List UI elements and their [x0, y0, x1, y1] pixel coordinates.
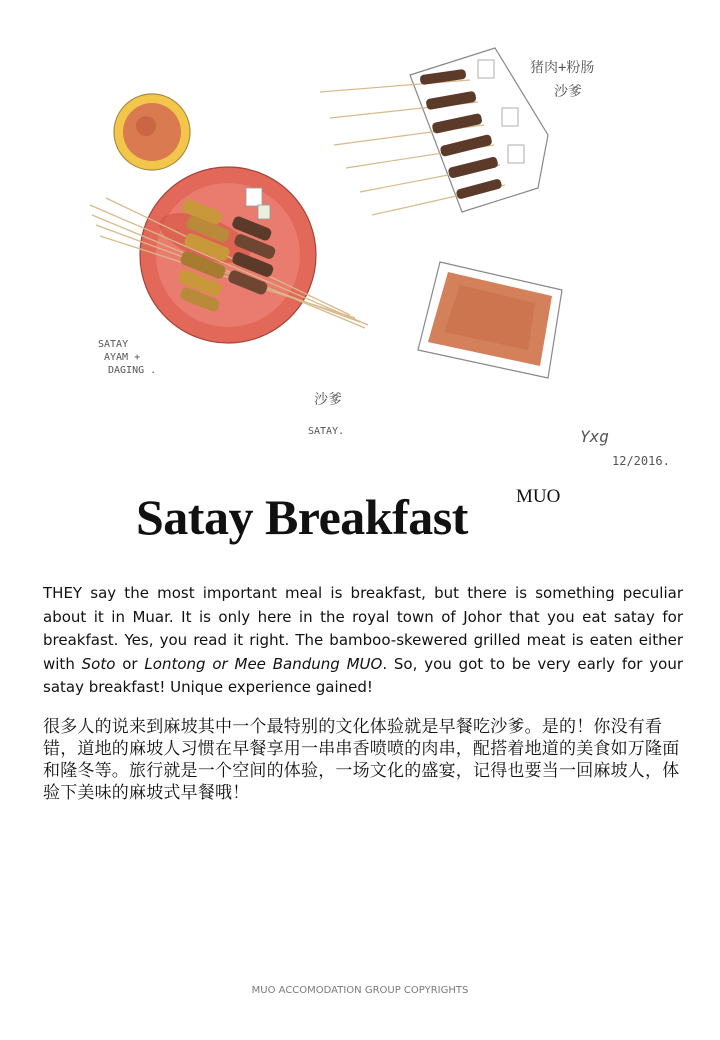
peanut-sauce-tray: [418, 262, 562, 378]
label-pork: 猪肉+粉肠: [530, 60, 595, 76]
satay-illustration: [0, 0, 720, 480]
chinese-paragraph: 很多人的说来到麻坡其中一个最特别的文化体验就是早餐吃沙爹。是的！你没有看错，道地的麻坡人习惯在早餐享用一串串香喷喷的肉串，配搭着地道的美食如万隆面和隆冬等。旅行就是一个空间的体验，一场文化的盛宴，记得也要当一回麻坡人，体验下美味的麻坡式早餐哦！: [43, 717, 680, 803]
label-satay-1: SATAY: [98, 339, 129, 350]
label-satay-3: DAGING .: [108, 365, 157, 376]
page-title: Satay Breakfast: [136, 489, 468, 545]
artist-signature: Yxg: [580, 427, 609, 446]
lontong-text: Lontong or Mee Bandung MUO: [144, 654, 383, 673]
label-satay-en: SATAY.: [308, 426, 345, 437]
date-label: 12/2016.: [612, 454, 670, 468]
english-text-2: . So, you got to be very early for your satay breakfast! Unique experience gained!: [43, 654, 684, 696]
english-text-1: THEY say the most important meal is breakfast, but there is something peculiar about it in Muar. It is only here in the royal town of Johor that you eat satay for breakfast. Yes, you read it right. The bamboo-skewered grilled meat is eaten either with: [43, 584, 683, 673]
english-paragraph: [43, 582, 683, 700]
title-block: [0, 486, 720, 556]
sauce-bowl-small: [114, 94, 190, 170]
label-satay-cn: 沙爹: [314, 392, 342, 408]
footer-copyright: MUO ACCOMODATION GROUP COPYRIGHTS: [251, 985, 469, 996]
soto-text: Soto: [81, 654, 116, 673]
english-or: or: [115, 654, 145, 673]
label-satay-2: AYAM +: [104, 352, 141, 363]
label-pork-2: 沙爹: [554, 84, 582, 100]
pork-satay-tray: [320, 48, 548, 215]
title-superscript: MUO: [516, 486, 561, 507]
